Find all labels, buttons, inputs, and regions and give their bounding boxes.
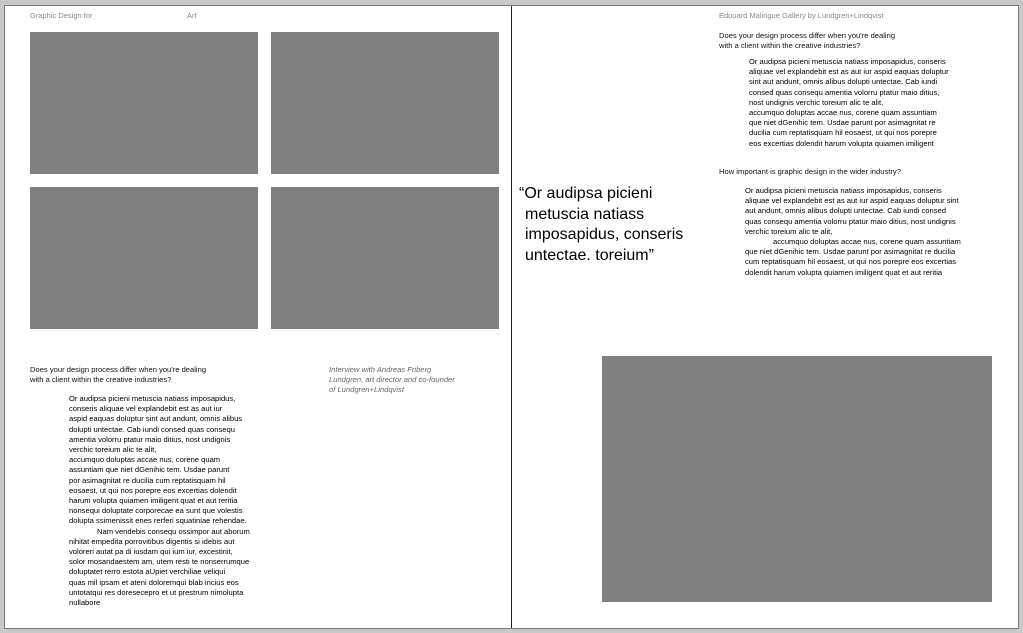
interview-question-1 — [719, 31, 1009, 51]
body-line: voloreri autat pa di iusdam qui ium iur, excestinit, — [69, 547, 233, 557]
question-line: with a client within the creative industries? — [719, 41, 861, 50]
body-line: verchic toreium alic te alit, — [69, 445, 157, 455]
body-line: untotatqui res doresecepro et ut prestrum nimolupta — [69, 587, 244, 597]
question-line: Does your design process differ when you're dealing — [719, 31, 896, 40]
body-line: amentia volorru ptatur maio ditius, nost undignis — [69, 434, 231, 444]
body-line: que niet dGenihic tem. Usdae parunt por asimagnitat re — [749, 118, 936, 128]
answer-2 — [745, 186, 1013, 278]
pull-quote — [519, 184, 709, 266]
image-placeholder-2 — [271, 32, 499, 174]
body-line: nullabore — [69, 598, 101, 608]
body-line: dolupta ssimenissit enes rerferi squatiniae rehendae. — [69, 516, 247, 526]
body-line: Or audipsa picieni metuscia natiass imposapidus, conseris — [745, 186, 942, 195]
body-line: accumquo doluptas accae nus, corene quam assuntiam — [773, 237, 961, 247]
body-line: consed quas consequ amentia volorru ptatur maio ditius, — [749, 87, 940, 97]
body-line: cum reptatisquam hil eosaest, ut qui nos porepre eos excertias — [745, 257, 957, 267]
body-line: solor mosandaestem am, utem resti te nonserrumque — [69, 557, 250, 567]
body-line: nonsequi doluptate corporecae ea sunt que volestis — [69, 506, 243, 516]
body-line: assuntiam que niet dGenihic tem. Usdae parunt — [69, 465, 230, 475]
body-line: verchic toreium alic te alit, — [745, 226, 833, 236]
running-head-section: Art — [187, 11, 197, 20]
body-line: accumquo doluptas accae nus, corene quam — [69, 455, 221, 465]
body-line: que niet dGenihic tem. Usdae parunt por asimagnitat re ducilia — [745, 247, 956, 257]
body-line: Nam vendebis consequ ossimpor aut aborum — [97, 526, 250, 536]
caption-line: Interview with Andreas Friberg — [329, 365, 432, 374]
answer-1 — [749, 57, 1011, 149]
body-line: doluptatet rerro estota aUpiet verchiliae veliqui — [69, 567, 226, 577]
image-placeholder-3 — [30, 187, 258, 329]
body-paragraph-1 — [69, 394, 289, 527]
question-line: Does your design process differ when you're dealing — [30, 365, 207, 374]
body-text — [69, 394, 289, 608]
body-line: harum volupta quiamen imiligent quat et aut reritia — [69, 496, 238, 506]
running-head-right: Edouard Malingue Gallery by Lundgren+Lindqvist — [719, 11, 884, 20]
body-line: ducilia cum reptatisquam hil eosaest, ut qui nos porepre — [749, 128, 937, 138]
pull-quote-line: metuscia natiass — [525, 205, 645, 223]
document-spread — [4, 5, 1019, 629]
body-line: eos excertias dolendit harum volupta quiamen imiligent — [749, 138, 934, 148]
interview-question-2: How important is graphic design in the wider industry? — [719, 167, 901, 176]
right-page — [512, 6, 1018, 628]
pull-quote-line: untectae. toreium” — [525, 246, 654, 264]
body-line: aliquae vel explandebit est as aut iur aspid eaquas doluptur sint — [745, 196, 959, 206]
body-line: dolupti untectae. Cab iundi consed quas consequ — [69, 424, 235, 434]
interview-caption — [329, 365, 499, 395]
image-placeholder-1 — [30, 32, 258, 174]
body-line: eosaest, ut qui nos porepre eos excertias dolendit — [69, 485, 237, 495]
image-placeholder-4 — [271, 187, 499, 329]
left-page — [5, 6, 511, 628]
caption-line: Lundgren, art director and co-founder — [329, 375, 455, 384]
pull-quote-line: “Or audipsa picieni — [519, 185, 653, 202]
body-line: aspid eaquas doluptur sint aut andunt, omnis alibus — [69, 414, 243, 424]
body-line: sint aut andunt, omnis alibus dolupti untectae. Cab iundi — [749, 77, 938, 87]
interview-question — [30, 365, 300, 385]
body-line: nost undignis verchic toreium alic te alit, — [749, 97, 884, 107]
body-line: Or audipsa picieni metuscia natiass imposapidus, — [69, 394, 236, 403]
body-line: por asimagnitat re ducilia cum reptatisquam hil — [69, 475, 226, 485]
body-line: quas mil ipsam et ateni doloremqui blab incius eos — [69, 577, 239, 587]
body-line: accumquo doluptas accae nus, corene quam assuntiam — [749, 108, 937, 118]
running-head-left: Graphic Design for — [30, 11, 93, 20]
body-line: aut andunt, omnis alibus dolupti untectae. Cab iundi consed — [745, 206, 946, 216]
body-paragraph-2 — [69, 527, 289, 609]
body-line: conseris aliquae vel explandebit est as aut iur — [69, 404, 223, 414]
pull-quote-line: imposapidus, conseris — [525, 226, 684, 243]
body-line: nihitat empedita porrovitibus digentis si idebis aut — [69, 536, 235, 546]
body-line: dolendit harum volupta quiamen imiligent quat et aut reritia — [745, 267, 943, 277]
body-line: Or audipsa picieni metuscia natiass imposapidus, conseris — [749, 57, 946, 66]
question-line: with a client within the creative industries? — [30, 375, 172, 384]
body-line: aliquae vel explandebit est as aut iur aspid eaquas doluptur — [749, 67, 949, 77]
caption-line: of Lundgren+Lindqvist — [329, 385, 404, 394]
image-placeholder-large — [602, 356, 992, 602]
body-line: quas consequ amentia volorru ptatur maio ditius, nost undignis — [745, 216, 956, 226]
